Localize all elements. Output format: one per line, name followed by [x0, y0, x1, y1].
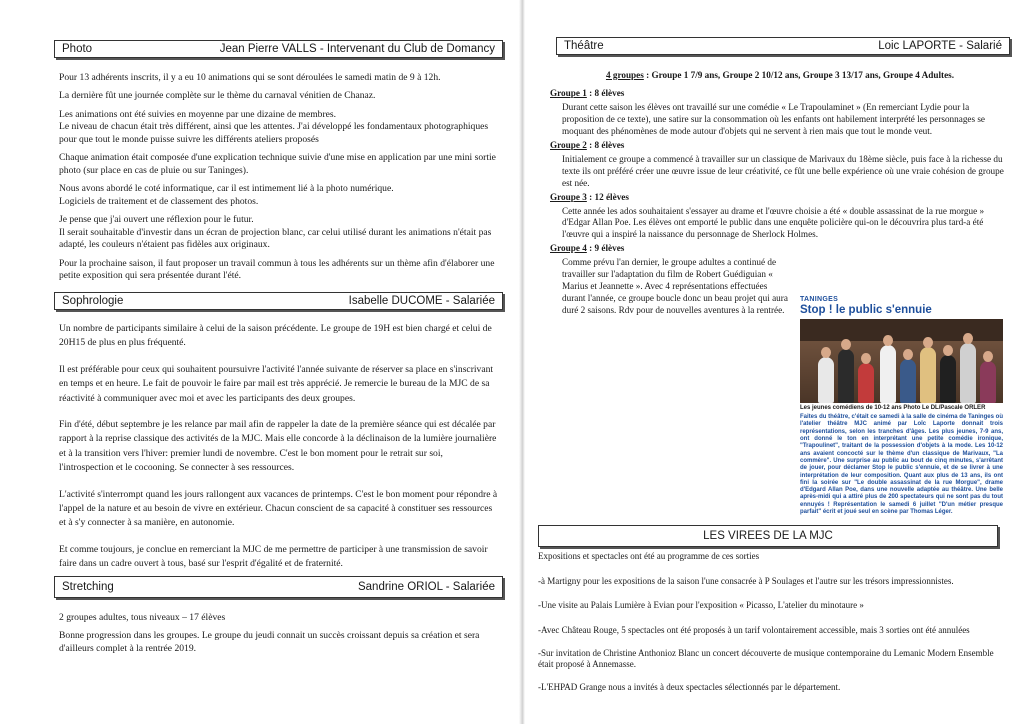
virees-item-2: -Une visite au Palais Lumière à Evian pour l'exposition « Picasso, L'atelier du minotaure » [538, 600, 864, 611]
theatre-g1-text: Durant cette saison les élèves ont travaillé sur une comédie « Le Trapoulaminet » (En remerciant Lydie pour la proposition de ce texte), une satire sur la consommation où les enfants ont habilement interprété les personnages se moquant des phénomènes de mode autour d'objets qui ne servent à rien mais que tout le monde veut. [562, 101, 986, 136]
virees-item-4: -Sur invitation de Christine Anthonioz Blanc un concert découverte de musique contemporaine du Lemanic Modern Ensemble était proposé à Annemasse. [538, 647, 994, 670]
newspaper-clipping [800, 296, 1003, 522]
theatre-g3-head: Groupe 3 : 12 élèves [550, 191, 629, 202]
theatre-g1-head: Groupe 1 : 8 élèves [550, 87, 625, 98]
stretch-header [54, 576, 503, 598]
stretch-body [59, 612, 499, 661]
virees-title: LES VIREES DE LA MJC [703, 530, 833, 542]
photo-p7: Je pense que j'ai ouvert une réflexion pour le futur. [59, 214, 254, 226]
sophro-title: Sophrologie [62, 295, 124, 307]
clipping-source: TANINGES [800, 296, 839, 303]
clipping-headline: Stop ! le public s'ennuie [800, 304, 932, 316]
virees-item-0: Expositions et spectacles ont été au programme de ces sorties [538, 551, 760, 561]
sophro-p4: Et comme toujours, je conclue en remerciant la MJC de me permettre de participer à une transmission de savoir faire dans un cadre ouvert à tous, basé sur l'esprit d'égalité et de fraternité. [59, 543, 488, 570]
photo-p4: Chaque animation était composée d'une explication technique suivie d'une mise en application par une mini sortie photo (sur place en cas de pluie ou sur Taninges). [59, 152, 496, 176]
theatre-title: Théâtre [564, 40, 604, 52]
sophro-p2: Fin d'été, début septembre je les relance par mail afin de rappeler la date de la première séance qui est décalée par rapport à la reprise classique des activités de la MJC. Mais elle concorde à la déclinaison de la lumière journalière et à la transition vers l'hiver: premier lundi de novembre. C'est le bon moment pour le retrait sur soi, l'introspection et le cocooning. Se connecter à ses ressources. [59, 418, 497, 474]
photo-person [880, 345, 896, 403]
clipping-caption: Les jeunes comédiens de 10-12 ans Photo Le DL/Pascale ORLER [800, 405, 986, 411]
photo-person [900, 359, 916, 403]
stretch-p1: Bonne progression dans les groupes. Le groupe du jeudi connait un succès croissant depuis sa création et sera d'ailleurs complet à la rentrée 2019. [59, 630, 480, 654]
theatre-header [556, 37, 1010, 55]
theatre-g3-text: Cette année les ados souhaitaient s'essayer au drame et l'œuvre choisie a été « double assassinat de la rue morgue » d'Edgar Allan Poe. Les élèves ont emporté le public dans une enquête policière qui-on le découvrira plus tard-a été l'œuvre qui a inspiré la naissance du personnage de Sherlock Holmes. [562, 205, 985, 240]
photo-person [980, 361, 996, 403]
theatre-g4-wrap [550, 257, 790, 317]
photo-p2: Les animations ont été suivies en moyenne par une dizaine de membres. [59, 108, 337, 120]
sophro-p1: Il est préférable pour ceux qui souhaitent poursuivre l'activité l'année suivante de réserver sa place en s'inscrivant en temps et en heure. Le fait de pouvoir le faire par mail est très apprécié. Je remercie le bureau de la MJC de sa réactivité à communiquer avec moi et avec les participants des deux groupes. [59, 363, 494, 404]
theatre-body [550, 70, 1010, 319]
photo-p0: Pour 13 adhérents inscrits, il y a eu 10 animations qui se sont déroulées le samedi matin de 9 à 12h. [59, 72, 441, 83]
theatre-g2-text: Initialement ce groupe a commencé à travailler sur un classique de Marivaux du 18ème siècle, puis face à la richesse du texte ils ont préféré créer une œuvre issue de leur créativité, ce fût une belle expérience où une vraie cohésion de groupe est née. [562, 153, 1004, 188]
sophro-author: Isabelle DUCOME - Salariée [348, 295, 495, 307]
sophro-body [59, 322, 499, 583]
clipping-text: Faites du théâtre, c'était ce samedi à la salle de cinéma de Taninges où l'atelier théâtre MJC animé par Loïc Laporte donnait trois représentations, selon les tranches d'âges. Les plus jeunes, 7-9 ans, ont donné le ton en interprétant une petite comédie ironique, "Trapoulinet", traitant de la possession d'objets à la mode. Les 10-12 ans avaient concocté sur le thème d'un classique de Marivaux, "La commère". Une surprise au public au bout de cinq minutes, s'arrêtant de jouer, pour déclamer Stop le public s'ennuie, et de se livrer à une interprétation de leur composition. Quant aux plus de 13 ans, ils ont fini la soirée sur "Le double assassinat de la rue Morgue", drame d'Edgard Allan Poe, dans une nouvelle adaptée au théâtre. Une belle après-midi qui a attiré plus de 200 spectateurs qui ne sont pas du tout ennuyés ! Représentation le samedi 6 juillet "D'un métier presque parfait" écrit et joué seul en scène par Thomas Léger. [800, 414, 1003, 516]
photo-p1: La dernière fût une journée complète sur le thème du carnaval vénitien de Chanaz. [59, 90, 376, 102]
photo-p3: Le niveau de chacun était très différent, ainsi que les attentes. J'ai développé les fondamentaux photographiques pour que tout le monde puisse suivre les différents ateliers proposés [59, 121, 489, 145]
photo-header [54, 40, 503, 58]
theatre-g4-head: Groupe 4 : 9 élèves [550, 243, 625, 254]
photo-p6: Logiciels de traitement et de classement des photos. [59, 195, 259, 207]
virees-item-3: -Avec Château Rouge, 5 spectacles ont été proposés à un tarif volontairement accessible, mais 3 sorties ont été annulées [538, 625, 970, 636]
stretch-author: Sandrine ORIOL - Salariée [357, 581, 495, 593]
virees-item-5: -L'EHPAD Grange nous a invités à deux spectacles sélectionnés par le département. [538, 682, 841, 693]
photo-p8: Il serait souhaitable d'investir dans un écran de projection blanc, car celui utilisé durant les animations n'était pas adapté, les couleurs n'étaient pas fidèles aux originaux. [59, 226, 492, 251]
photo-title: Photo [62, 43, 93, 55]
clipping-photo [800, 319, 1003, 403]
sophro-p0: Un nombre de participants similaire à celui de la saison précédente. Le groupe de 19H est bien chargé et celui de 20H15 de plus en plus fréquenté. [59, 323, 492, 349]
right-page [524, 0, 1024, 724]
virees-header [538, 525, 998, 547]
stretch-title: Stretching [62, 581, 114, 593]
theatre-g4-text: Comme prévu l'an dernier, le groupe adultes a continué de travailler sur l'adaptation du film de Robert Guédiguian « Marius et Jeannette ». Avec 4 représentations effectuées durant l'année, ce groupe boucle donc un beau projet qui aura duré 2 saisons. Rdv pour de nouvelles aventures à la rentrée. [562, 257, 788, 316]
photo-body [59, 72, 499, 289]
theatre-groups: 4 groupes : Groupe 1 7/9 ans, Groupe 2 10/12 ans, Groupe 3 13/17 ans, Groupe 4 Adultes. [605, 70, 955, 80]
theatre-author: Loic LAPORTE - Salarié [878, 40, 1002, 52]
photo-person [858, 363, 874, 403]
sophro-header [54, 292, 503, 310]
virees-body [538, 551, 1004, 700]
virees-item-1: -à Martigny pour les expositions de la saison l'une consacrée à P Soulages et l'autre sur les trésors impressionnistes. [538, 575, 954, 586]
photo-p5: Nous avons abordé le coté informatique, car il est intimement lié à la photo numérique. [59, 183, 394, 195]
photo-person [960, 343, 976, 403]
photo-author: Jean Pierre VALLS - Intervenant du Club de Domancy [219, 43, 495, 55]
theatre-g2-head: Groupe 2 : 8 élèves [550, 139, 625, 150]
stretch-p0: 2 groupes adultes, tous niveaux – 17 élèves [59, 612, 226, 623]
photo-person [838, 349, 854, 403]
photo-p9: Pour la prochaine saison, il faut proposer un travail commun à tous les adhérents sur un thème afin d'élaborer une petite exposition qui sera présentée durant l'été. [59, 257, 495, 282]
photo-person [818, 357, 834, 403]
photo-person [920, 347, 936, 403]
sophro-p3: L'activité s'interrompt quand les jours rallongent aux vacances de printemps. C'est le bon moment pour répondre à l'appel de la nature et au besoin de vivre en extérieur. Chacun conscient de sa capacité à constituer ses ressources et à s'y connecter à sa manière, en autonomie. [59, 488, 498, 529]
photo-person [940, 355, 956, 403]
